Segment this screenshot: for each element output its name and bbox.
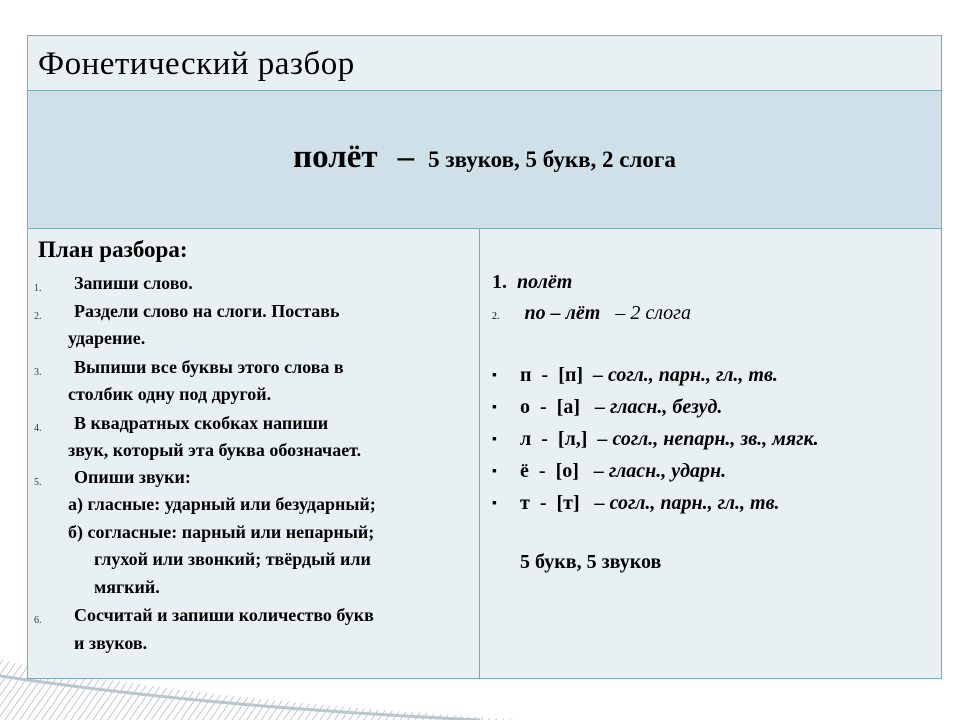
plan-cell [28, 229, 480, 678]
plan-line: Сосчитай и запиши количество букв [74, 605, 374, 625]
analysis-line-2 [492, 302, 691, 325]
sound-separator: - [538, 460, 546, 482]
line-number: 2. [492, 311, 500, 322]
sound-transcription: [п] [558, 364, 584, 386]
plan-line: б) согласные: парный или непарный; [68, 522, 375, 542]
sound-letter: п [520, 364, 532, 386]
sound-description: – согл., парн., гл., тв. [593, 364, 778, 386]
word-row [28, 91, 941, 229]
sound-transcription: [а] [556, 396, 580, 418]
word-summary [28, 139, 941, 176]
sound-separator: - [541, 364, 549, 386]
plan-line: мягкий. [94, 577, 160, 597]
sound-transcription: [т] [556, 492, 580, 514]
bullet-icon: ▪ [492, 464, 497, 479]
sound-description: – согл., парн., гл., тв. [589, 492, 780, 514]
plan-line: глухой или звонкий; твёрдый или [94, 549, 371, 569]
step-number: 5. [34, 477, 42, 488]
plan-line: В квадратных скобках напиши [74, 413, 329, 433]
plan-line: и звуков. [74, 633, 148, 653]
bullet-icon: ▪ [492, 400, 497, 415]
page-title: Фонетический разбор [38, 46, 355, 82]
plan-line: звук, который эта буква обозначает. [68, 440, 362, 460]
word-info: 5 звуков, 5 букв, 2 слога [428, 147, 676, 172]
plan-line: Запиши слово. [74, 273, 193, 293]
plan-line: столбик одну под другой. [68, 384, 272, 404]
analysis-line-1 [492, 271, 572, 294]
sound-row [520, 364, 778, 387]
sound-letter: т [520, 492, 530, 514]
word-text: полёт [293, 139, 378, 175]
sound-letter: л [520, 428, 532, 450]
plan-line: а) гласные: ударный или безударный; [68, 494, 376, 514]
analysis-cell [480, 229, 941, 678]
step-number: 4. [34, 423, 42, 434]
analysis-summary: 5 букв, 5 звуков [520, 551, 662, 573]
step-number: 2. [34, 311, 42, 322]
title-row [28, 36, 941, 91]
sound-row [520, 492, 780, 515]
plan-line: Раздели слово на слоги. Поставь [74, 301, 340, 321]
step-number: 3. [34, 367, 42, 378]
sound-letter: о [520, 396, 530, 418]
sound-transcription: [о] [555, 460, 579, 482]
bullet-icon: ▪ [492, 496, 497, 511]
sound-description: – гласн., ударн. [588, 460, 727, 482]
syllable-count: – 2 слога [615, 302, 691, 324]
bullet-icon: ▪ [492, 432, 497, 447]
line-number: 1. [492, 271, 507, 293]
syllables: по – лёт [524, 302, 601, 324]
sound-description: – гласн., безуд. [590, 396, 723, 418]
sound-row [520, 460, 726, 483]
sound-description: – согл., непарн., зв., мягк. [597, 428, 819, 450]
sound-separator: - [541, 428, 548, 450]
plan-title: План разбора: [38, 237, 188, 262]
sound-row [520, 396, 722, 419]
bullet-icon: ▪ [492, 368, 497, 383]
sound-row [520, 428, 819, 451]
plan-line: ударение. [68, 328, 146, 348]
plan-line: Опиши звуки: [74, 467, 191, 487]
sound-transcription: [л,] [557, 428, 588, 450]
step-number: 1. [34, 283, 42, 294]
sound-separator: - [540, 396, 547, 418]
sound-separator: - [539, 492, 547, 514]
word-dash: – [397, 139, 415, 175]
plan-line: Выпиши все буквы этого слова в [74, 357, 344, 377]
sound-letter: ё [520, 460, 529, 482]
phonetic-table [27, 35, 942, 679]
analysis-word: полёт [517, 271, 573, 293]
step-number: 6. [34, 615, 42, 626]
